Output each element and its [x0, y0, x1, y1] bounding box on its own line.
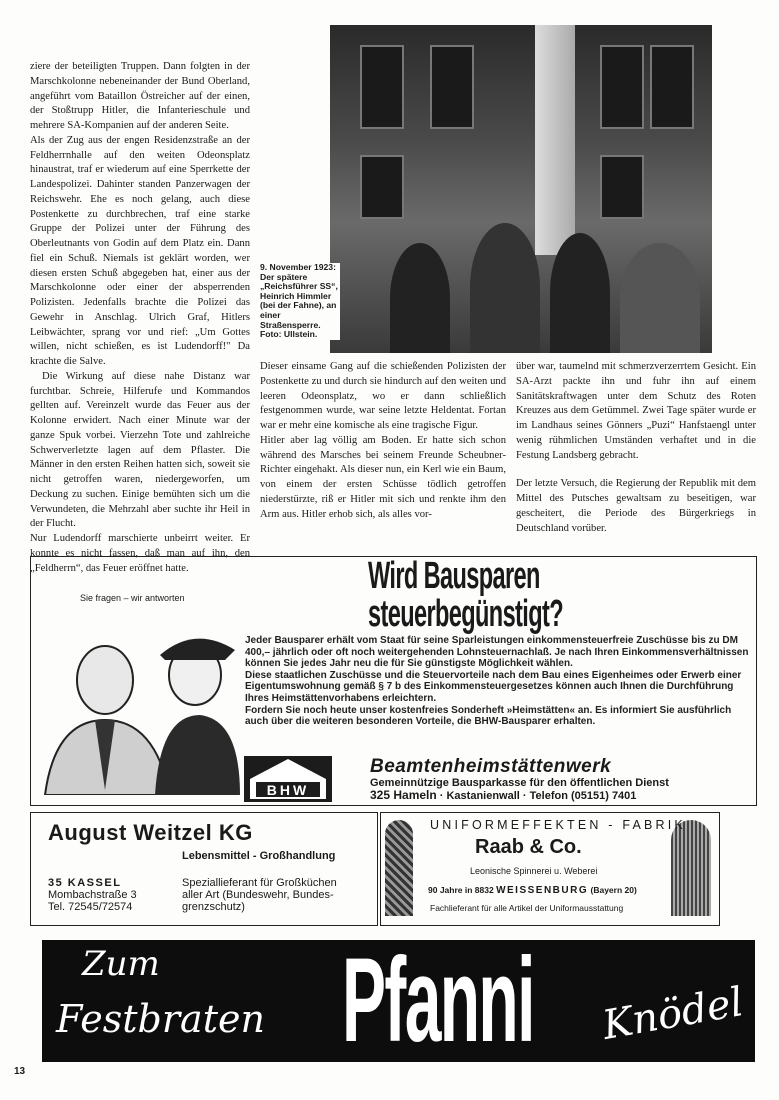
factory-title: UNIFORMEFFEKTEN - FABRIK: [430, 818, 686, 832]
paragraph: über war, taumelnd mit schmerzverzerrtem Gesicht. Ein SA-Arzt packte ihn und fuhr ihn auf einem Sanitätskraftwagen unter dem Schutz des Roten Kreuzes aus dem Getümmel. Zwei Tage später wurde er im Landhaus seines Gönners „Puzi“ Hanfstaengl unter wenig rühmlichen Umständen verhaftet und in die Festung Landsberg gebracht.: [516, 361, 756, 461]
city: 35 KASSEL: [48, 877, 122, 889]
ad-headline: steuerbegünstigt?: [368, 593, 563, 635]
bhw-logo: [244, 756, 332, 802]
brand-logo: Pfanni: [342, 933, 534, 1067]
ad-paragraph: Jeder Bausparer erhält vom Staat für seine Sparleistungen einkommensteuerfreie Zuschüsse bis zu DM 400,– jährlich oder oft noch weitergehenden Lohnsteuernachlaß. Je nach Ihren Einkommensverhältnissen können Sie jedes Jahr neu die für Sie günstigste Möglichkeit wählen.: [245, 635, 749, 670]
description-line: Speziallieferant für Großküchen: [182, 877, 337, 889]
region: (Bayern 20): [590, 885, 637, 895]
address: [48, 877, 137, 913]
paragraph: Nur Ludendorff marschierte unbeirrt weiter. Er konnte es nicht fassen, daß man auf ihn, den „Feldherrn“, das Feuer eröffnet hatte.: [30, 533, 250, 574]
street: Mombachstraße 3: [48, 889, 137, 901]
svg-text:BHW: BHW: [266, 782, 310, 798]
slogan: Knödel: [599, 979, 747, 1049]
slogan: Zum: [82, 944, 160, 984]
location: [428, 885, 637, 896]
phone: Tel. 72545/72574: [48, 901, 133, 913]
ad-paragraph: Diese staatlichen Zuschüsse und die Steuervorteile nach dem Bau eines Eigenheimes oder Erwerb einer Eigentumswohnung gemäß § 7 b des Einkommensteuergesetzes können auch Ihnen die Durchführung Ihres Heimstättenvorhabens erleichtern.: [245, 669, 742, 704]
slogan: Festbraten: [56, 997, 265, 1041]
years: 90 Jahre in 8832: [428, 885, 494, 895]
paragraph: Der letzte Versuch, die Regierung der Republik mit dem Mittel des Putsches gewaltsam zu beseitigen, war gescheitert, die Periode des Bürgerkriegs in Deutschland vorüber.: [516, 478, 756, 534]
article-column-2: [260, 360, 506, 522]
flag: [535, 25, 575, 255]
address: · Kastanienwall · Telefon (05151) 7401: [439, 790, 637, 802]
paragraph: Die Wirkung auf diese nahe Distanz war furchtbar. Schreie, Hilferufe und Kommandos gellten auf. Vereinzelt wurde das Feuer aus der Kolonne erwidert. Nach einer Minute war der ganze Spuk vorbei. Vierzehn Tote und zahlreiche Schwerverletzte lagen auf dem Pflaster. Die Männer in den ersten Reihen hatten sich, soweit sie nicht getroffen waren, niedergeworfen, um Deckung zu suchen. Einige bemühten sich um die Verwundeten, die Mehrzahl aber suchte ihr Heil in der Flucht.: [30, 370, 250, 530]
trade: Lebensmittel - Großhandlung: [182, 850, 336, 862]
company-subtitle: Gemeinnützige Bausparkasse für den öffentlichen Dienst: [370, 777, 669, 789]
description: [182, 877, 337, 913]
ad-paragraph: Fordern Sie noch heute unser kostenfreies Sonderheft »Heimstätten« an. Es informiert Sie ausführlich auch über die weiteren besonderen Vorteile, die BHW-Bausparer erhalten.: [245, 704, 732, 728]
article-column-3: [516, 360, 756, 536]
ad-body: [245, 635, 755, 728]
city: 325 Hameln: [370, 788, 437, 802]
paragraph: Als der Zug aus der engen Residenzstraße an der Feldherrnhalle auf den weiten Odeonsplatz hinaustrat, traf er wiederum auf eine Sperrkette der Landespolizei. Dahinter standen Panzerwagen der Reichswehr. Ehe es noch gelang, auch diese Postenkette zu durchbrechen, traf eine starke Gruppe der Polizei unter der Führung des Oberleutnants von Godin auf dem Platz ein. Dann fiel ein Schuß. Niemals ist geklärt worden, wer diesen ersten Schuß abgegeben hat, einer aus der Marschkolonne oder einer der absperrenden Polizisten. Jedenfalls brachte die Polizei das Gewehr in Anschlag. Ulrich Graf, Hitlers Leibwächter, sprang vor und rief: „Um Gottes willen, nicht schießen, es ist Ludendorff!" Da krachte die Salve.: [30, 134, 250, 367]
ad-tagline: Sie fragen – wir antworten: [80, 593, 185, 603]
epaulette-image: [671, 820, 711, 916]
article-column-1: [30, 60, 250, 576]
paragraph: ziere der beteiligten Truppen. Dann folgten in der Marschkolonne nebeneinander der Bund Oberland, angeführt vom Bataillon Östreicher auf der einen, der Stoßtrupp Hitler, die Infanterieschule und mehrere SA-Kompanien auf der anderen Seite.: [30, 61, 250, 131]
company-address: [370, 789, 636, 803]
men-illustration: [35, 620, 240, 795]
paragraph: Hitler aber lag völlig am Boden. Er hatte sich schon während des Marsches bei seinem Freunde Scheubner-Richter eingehakt. Als dieser nun, ein Kerl wie ein Baum, von einem der ersten Schüsse tödlich getroffen niederstürzte, riß er Hitler mit sich und renkte ihm den Arm aus. Hitler erhob sich, als alles vor-: [260, 434, 506, 520]
description-line: grenzschutz): [182, 901, 245, 913]
epaulette-image: [385, 820, 413, 916]
company-name: August Weitzel KG: [48, 820, 253, 845]
description: Fachlieferant für alle Artikel der Uniformausstattung: [430, 903, 624, 913]
paragraph: Dieser einsame Gang auf die schießenden Polizisten der Postenkette zu und durch sie hindurch auf den weiten und leeren Odeonsplatz, wo er dann schließlich festgenommen wurde, war seine letzte Heldentat. Fortan war er mehr eine komische als eine tragische Figur.: [260, 361, 506, 431]
page-number: 13: [14, 1066, 26, 1077]
historical-photo: [330, 25, 712, 353]
company-sub: Leonische Spinnerei u. Weberei: [470, 866, 598, 876]
city: WEISSENBURG: [496, 885, 589, 896]
company-name: Raab & Co.: [475, 836, 582, 858]
company-name: Beamtenheimstättenwerk: [370, 756, 612, 777]
pfanni-advertisement: [42, 933, 755, 1067]
description-line: aller Art (Bundeswehr, Bundes-: [182, 889, 334, 901]
photo-caption: 9. November 1923: Der spätere „Reichsführer SS“, Heinrich Himmler (bei der Fahne), an einer Straßensperre. Foto: Ullstein.: [260, 263, 340, 340]
ad-headline: Wird Bausparen: [368, 555, 540, 597]
